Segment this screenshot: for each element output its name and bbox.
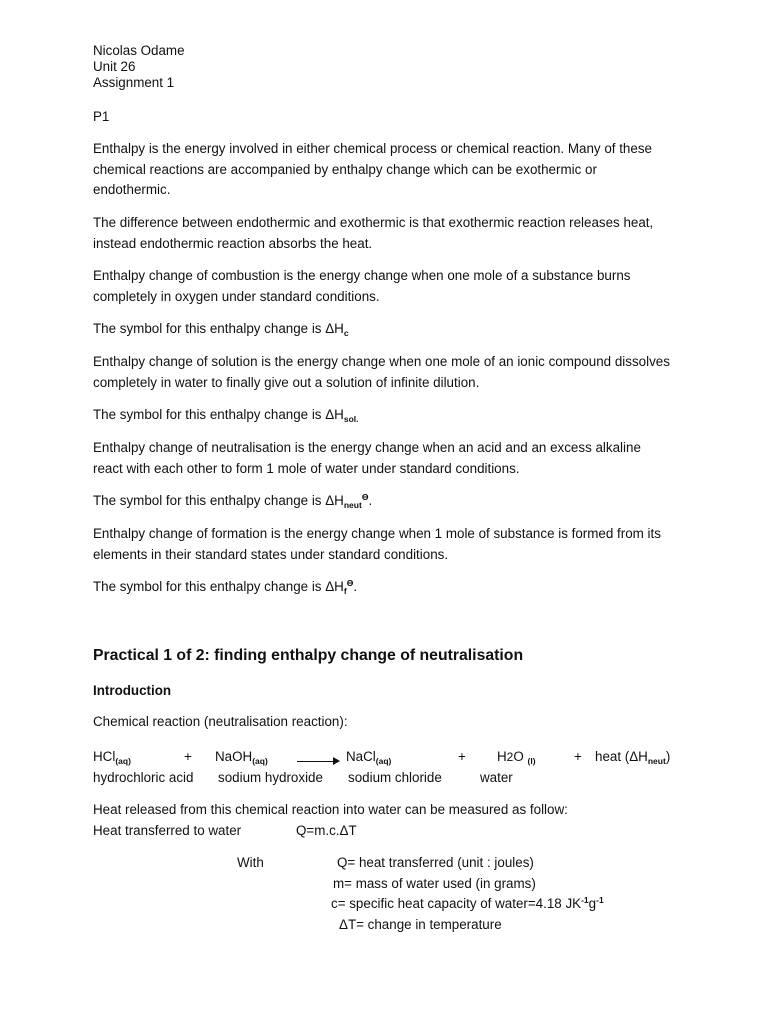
heat-released-text: Heat released from this chemical reaction into water can be measured as follow: [93,802,568,817]
definition-q: Q= heat transferred (unit : joules) [337,855,534,870]
symbol-neutralisation [93,491,673,512]
reaction-arrowhead-icon [333,757,340,765]
author-name: Nicolas Odame [93,43,185,58]
reaction-arrow-icon [297,761,337,762]
delta-h: ΔH [325,407,344,422]
naoh-state: (aq) [252,756,268,766]
water-o: O [513,749,524,764]
hcl-state: (aq) [115,756,131,766]
symbol-prefix: The symbol for this enthalpy change is [93,493,326,508]
standard-state-symbol: ϴ [361,492,369,502]
def-c-text: c= specific heat capacity of water=4.18 JK [331,896,582,911]
name-hydrochloric-acid: hydrochloric acid [93,770,194,785]
heat-open: heat (ΔH [595,749,648,764]
equation-plus-2: + [458,749,466,764]
definition-c [331,896,604,911]
equation-plus-1: + [184,749,192,764]
def-c-g: g [588,896,597,911]
symbol-prefix: The symbol for this enthalpy change is [93,321,326,336]
with-label: With [237,855,264,870]
solution-period: . [356,414,359,424]
name-water: water [480,770,513,785]
assignment-label: Assignment 1 [93,75,175,90]
water-h: H [497,749,507,764]
symbol-solution [93,405,673,426]
hcl-formula: HCl [93,749,116,764]
water-state: (l) [527,756,536,766]
paragraph-solution: Enthalpy change of solution is the energy change when one mole of an ionic compound dissolves completely in water to finally give out a solution of infinite dilution. [93,354,670,390]
nacl-state: (aq) [375,756,392,766]
definition-m: m= mass of water used (in grams) [333,876,536,891]
introduction-heading: Introduction [93,683,172,698]
reaction-label: Chemical reaction (neutralisation reaction): [93,714,348,729]
equation-water [497,749,536,764]
equation-naoh [215,749,268,764]
symbol-prefix: The symbol for this enthalpy change is [93,579,326,594]
unit-label: Unit 26 [93,59,136,74]
section-label: P1 [93,109,110,124]
paragraph-combustion: Enthalpy change of combustion is the energy change when one mole of a substance burns completely in oxygen under standard conditions. [93,268,631,304]
definition-delta-t: ΔT= change in temperature [339,917,502,932]
equation-nacl [346,749,391,764]
name-sodium-chloride: sodium chloride [348,770,442,785]
paragraph-neutralisation: Enthalpy change of neutralisation is the energy change when an acid and an excess alkaline react with each other to form 1 mole of water under standard conditions. [93,440,641,476]
symbol-prefix: The symbol for this enthalpy change is [93,407,326,422]
formation-period: . [353,579,358,594]
paragraph-formation: Enthalpy change of formation is the energy change when 1 mole of substance is formed from its elements in their standard states under standard conditions. [93,526,661,562]
symbol-combustion [93,319,673,340]
heat-subscript: neut [647,756,666,766]
heat-formula: Q=m.c.ΔT [296,823,357,838]
heat-close: ) [665,749,671,764]
delta-h: ΔH [325,321,344,336]
solution-subscript: sol [343,414,357,424]
def-c-exp1: -1 [581,895,589,905]
delta-h: ΔH [325,493,344,508]
paragraph-endo-exo: The difference between endothermic and exothermic is that exothermic reaction releases heat, instead endothermic reaction absorbs the heat. [93,215,654,251]
equation-plus-3: + [574,749,582,764]
name-sodium-hydroxide: sodium hydroxide [218,770,323,785]
equation-hcl [93,749,131,764]
naoh-formula: NaOH [215,749,253,764]
def-c-exp2: -1 [596,895,604,905]
delta-h: ΔH [325,579,344,594]
practical-title: Practical 1 of 2: finding enthalpy change of neutralisation [93,647,524,664]
neut-period: . [368,493,373,508]
water-sub: 2 [506,750,514,764]
paragraph-enthalpy-definition: Enthalpy is the energy involved in either chemical process or chemical reaction. Many of these chemical reactions are accompanied by enthalpy change which can be exothermic or endothermic. [93,141,652,197]
symbol-formation [93,577,673,598]
equation-heat [595,749,670,764]
neut-subscript: neut [343,500,362,510]
nacl-formula: NaCl [346,749,376,764]
formation-subscript: f [343,586,347,596]
combustion-subscript: c [343,328,349,338]
standard-state-symbol: ϴ [346,578,354,588]
heat-transferred-label: Heat transferred to water [93,823,242,838]
